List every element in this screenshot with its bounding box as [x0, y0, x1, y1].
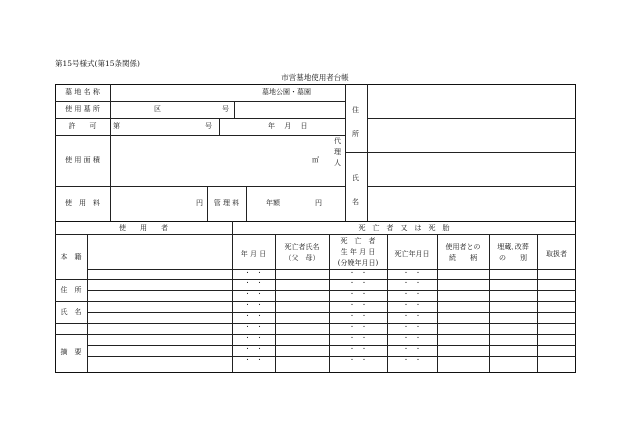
date-placeholder: ・ ・: [348, 324, 367, 331]
deceased-header: 死 亡 者 又 は 死 胎: [358, 224, 450, 232]
fee-label: 使 用 料: [65, 199, 100, 207]
name-label: 氏 名: [60, 308, 82, 316]
col-birth-2: 生 年 月 日: [340, 248, 376, 256]
date-placeholder: ・ ・: [348, 270, 367, 277]
col-handler: 取扱者: [546, 250, 567, 258]
plot-go: 号: [222, 105, 229, 113]
mgmt-fee-label: 管 理 料: [213, 199, 240, 207]
annual-label: 年額: [266, 199, 280, 207]
col-burial-2: の 別: [499, 254, 527, 262]
col-burial-1: 埋蔵､改葬: [497, 243, 529, 251]
date-placeholder: ・ ・: [402, 324, 421, 331]
address-label: 住 所: [60, 286, 82, 294]
date-placeholder: ・ ・: [402, 313, 421, 320]
plot-ku: 区: [154, 105, 161, 113]
col-birth-3: (分娩年月日): [337, 259, 379, 267]
agent-address-label: 住 所: [352, 106, 366, 138]
date-placeholder: ・ ・: [348, 357, 367, 364]
col-relation-1: 使用者との: [445, 243, 481, 251]
date-placeholder: ・ ・: [244, 346, 263, 353]
honseki-label: 本 籍: [60, 253, 82, 261]
date-placeholder: ・ ・: [348, 302, 367, 309]
date-placeholder: ・ ・: [348, 346, 367, 353]
date-placeholder: ・ ・: [348, 313, 367, 320]
date-placeholder: ・ ・: [244, 357, 263, 364]
date-placeholder: ・ ・: [402, 335, 421, 342]
date-placeholder: ・ ・: [348, 335, 367, 342]
form-number: 第15号様式(第15条関係): [55, 59, 140, 68]
col-birth-1: 死 亡 者: [340, 237, 376, 245]
date-placeholder: ・ ・: [244, 302, 263, 309]
fee-yen: 円: [196, 199, 203, 207]
area-label: 使 用 面 積: [65, 156, 100, 164]
date-placeholder: ・ ・: [402, 270, 421, 277]
permit-dai: 第: [113, 122, 120, 130]
date-placeholder: ・ ・: [244, 291, 263, 298]
date-placeholder: ・ ・: [244, 324, 263, 331]
date-placeholder: ・ ・: [348, 291, 367, 298]
col-relation-2: 続 柄: [449, 254, 477, 262]
date-placeholder: ・ ・: [348, 280, 367, 287]
col-deceased-name-2: （父 母）: [284, 254, 320, 262]
date-placeholder: ・ ・: [402, 302, 421, 309]
agent-label: 代理人: [334, 137, 341, 167]
permit-go: 号: [205, 122, 212, 130]
ledger-title: 市営墓地使用者台帳: [281, 73, 349, 82]
col-deceased-name-1: 死亡者氏名: [284, 243, 320, 251]
date-placeholder: ・ ・: [244, 335, 263, 342]
remarks-label: 摘 要: [60, 348, 82, 356]
cemetery-name-label: 墓 地 名 称: [65, 88, 100, 96]
permit-label: 許 可: [68, 122, 97, 130]
date-placeholder: ・ ・: [402, 291, 421, 298]
col-death-date: 死亡年月日: [394, 250, 430, 258]
date-placeholder: ・ ・: [244, 280, 263, 287]
user-header: 使 用 者: [119, 224, 168, 232]
plot-label: 使 用 墓 所: [65, 105, 100, 113]
date-placeholder: ・ ・: [402, 357, 421, 364]
col-date: 年 月 日: [240, 250, 267, 258]
agent-name-label: 氏 名: [352, 174, 366, 206]
date-placeholder: ・ ・: [244, 270, 263, 277]
mgmt-fee-yen: 円: [315, 199, 322, 207]
area-unit: ㎡: [312, 156, 319, 164]
permit-date: 年 月 日: [268, 122, 308, 130]
cemetery-name-value: 墓地公園・墓園: [262, 88, 311, 96]
date-placeholder: ・ ・: [402, 280, 421, 287]
date-placeholder: ・ ・: [402, 346, 421, 353]
date-placeholder: ・ ・: [244, 313, 263, 320]
